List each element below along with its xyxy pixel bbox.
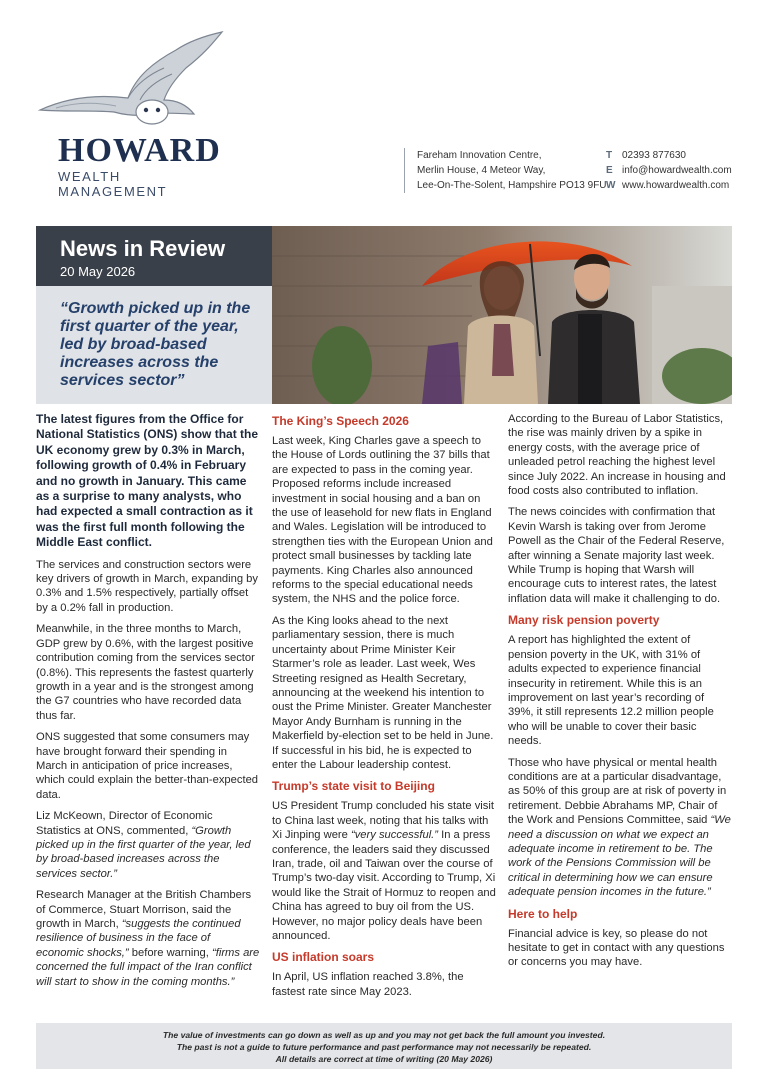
- lead-paragraph: The latest figures from the Office for National Statistics (ONS) show that the UK economy grew by 0.3% in March, following growth of 0.4% in February and no growth in January. This came as a surprise to many analysts, who had expected a small contraction as it was the first full month following the Middle East conflict.: [36, 412, 259, 550]
- article-column-1: [36, 412, 260, 996]
- newsletter-banner: [36, 226, 272, 286]
- quote-span: “Growth picked up in the first quarter of the year, led by broad-based increases across the services sector.”: [36, 824, 251, 880]
- phone-number[interactable]: 02393 877630: [622, 150, 686, 161]
- email-row: [606, 163, 732, 178]
- section-heading: US inflation soars: [272, 950, 375, 965]
- brand-subtitle: WEALTH MANAGEMENT: [58, 169, 168, 199]
- email-link[interactable]: info@howardwealth.com: [622, 165, 732, 176]
- website-label: W: [606, 180, 616, 191]
- address-line: Lee-On-The-Solent, Hampshire PO13 9FU: [417, 180, 607, 191]
- section-heading: Here to help: [508, 906, 578, 921]
- paragraph: ONS suggested that some consumers may have brought forward their spending in March in anticipation of price increases, which could explain the better-than-expected data.: [36, 731, 259, 801]
- disclaimer-line: The value of investments can go down as well as up and you may not get back the full amount you invested.: [162, 1030, 606, 1040]
- paragraph: Meanwhile, in the three months to March, GDP grew by 0.6%, with the largest positive contribution coming from the services sector (0.8%). This represents the fastest quarterly growth in a year and is the strongest among the G7 countries who have recorded data thus far.: [36, 623, 255, 722]
- phone-label: T: [606, 150, 613, 161]
- paragraph: A report has highlighted the extent of pension poverty in the UK, with 31% of adults expected to experience financial insecurity in retirement. While this is an improvement on last year’s recording of 39%, it still represents 12.2 million people who will be unable to cover their basic needs.: [508, 634, 714, 748]
- owl-logo-icon: [36, 28, 226, 138]
- section-heading: The King’s Speech 2026: [272, 414, 409, 428]
- paragraph: The news coincides with confirmation that Kevin Warsh is taking over from Jerome Powell as the Chair of the Federal Reserve, after winning a Senate majority last week. While Trump is hoping that Warsh will encourage cuts to interest rates, the latest inflation data will make it challenging to do.: [508, 506, 725, 605]
- address-line: Fareham Innovation Centre,: [417, 150, 542, 161]
- disclaimer-line: All details are correct at time of writing (20 May 2026): [275, 1054, 493, 1064]
- phone-row: [606, 148, 732, 163]
- website-row: [606, 178, 732, 193]
- text-span: before warning,: [128, 946, 212, 959]
- newsletter-title: News in Review: [60, 236, 226, 261]
- text-span: Research Manager at the British Chambers of Commerce, Stuart Morrison, said the growth in March,: [36, 889, 252, 930]
- pull-quote: “Growth picked up in the first quarter of the year, led by broad-based increases across the services sector”: [60, 300, 251, 389]
- paragraph: [508, 756, 732, 900]
- text-span: Those who have physical or mental health conditions are at a particular disadvantage, as 50% of this group are at risk of poverty in retirement. Debbie Abrahams MP, Chair of the Work and Pensions Committee, said: [508, 756, 727, 827]
- paragraph: As the King looks ahead to the next parliamentary session, there is much uncertainty about Prime Minister Keir Starmer’s role as leader. Last week, Wes Streeting resigned as Health Secretary, announcing at the weekend his intention to oust the Prime Minister. Greater Manchester Mayor Andy Burnham is running in the Makerfield by-election set to be held in June. If successful in his bid, he is expected to enter the Labour leadership contest.: [272, 614, 494, 771]
- couple-umbrella-photo: [272, 226, 732, 404]
- email-label: E: [606, 165, 613, 176]
- website-link[interactable]: www.howardwealth.com: [622, 180, 730, 191]
- paragraph: Financial advice is key, so please do not hesitate to get in contact with any questions or concerns you may have.: [508, 927, 725, 969]
- company-logo: [36, 28, 226, 199]
- quote-span: “We need a discussion on what we expect an adequate income in retirement to be. The work of the Pensions Commission will be critical in determining how we can ensure adequate pension incomes in the future.”: [508, 814, 731, 899]
- paragraph: [36, 809, 260, 881]
- paragraph: According to the Bureau of Labor Statistics, the rise was mainly driven by a spike in energy costs, with the average price of unleaded petrol reaching the highest level since July 2022. An increase in housing and food costs also contributed to inflation.: [508, 413, 726, 498]
- hero-photo: [272, 226, 732, 404]
- paragraph: In April, US inflation reached 3.8%, the fastest rate since May 2023.: [272, 971, 464, 998]
- section-heading: Trump’s state visit to Beijing: [272, 779, 435, 794]
- text-span: Liz McKeown, Director of Economic Statistics at ONS, commented,: [36, 810, 213, 837]
- paragraph: The services and construction sectors were key drivers of growth in March, expanding by 0.3% and 1.5% respectively, partially offset by a 0.2% fall in production.: [36, 558, 258, 614]
- brand-name: HOWARD: [58, 132, 221, 169]
- paragraph: [36, 888, 260, 989]
- quote-span: “suggests the continued resilience of business in the face of economic shocks,”: [36, 918, 241, 959]
- paragraph: [272, 799, 496, 943]
- quote-span: “firms are concerned the full impact of the Iran conflict will start to show in the coming months.”: [36, 946, 260, 988]
- disclaimer-line: The past is not a guide to future performance and past performance may not necessarily be repeated.: [176, 1042, 592, 1052]
- pull-quote-box: [36, 286, 272, 404]
- text-span: US President Trump concluded his state visit to China last week, noting that his talks with Xi Jinping were: [272, 800, 494, 842]
- disclaimer-footer: [36, 1023, 732, 1069]
- section-heading: Many risk pension poverty: [508, 613, 660, 628]
- paragraph: Last week, King Charles gave a speech to the House of Lords outlining the 37 bills that are expected to pass in the coming year. Proposed reforms include increased investment in social housing and a ban on the use of leasehold for new flats in England and Wales. Legislation will be introduced to strengthen ties with the European Union and protect small businesses by tackling late payments. King Charles also announced reforms to the special educational needs system, the NHS and the police force.: [272, 435, 493, 606]
- address-line: Merlin House, 4 Meteor Way,: [417, 165, 546, 176]
- office-address: [404, 148, 607, 193]
- contact-details: [606, 148, 732, 193]
- quote-span: “very successful.”: [350, 829, 439, 842]
- newsletter-date: 20 May 2026: [60, 264, 136, 279]
- article-column-2: [272, 412, 496, 1006]
- text-span: In a press conference, the leaders said they discussed Iran, trade, oil and Taiwan over the course of Trump’s two-day visit. According to Trump, Xi would like the Strait of Hormuz to reopen and China has agreed to buy oil from the US. However, no major policy deals have been announced.: [272, 829, 496, 942]
- article-column-3: [508, 412, 732, 977]
